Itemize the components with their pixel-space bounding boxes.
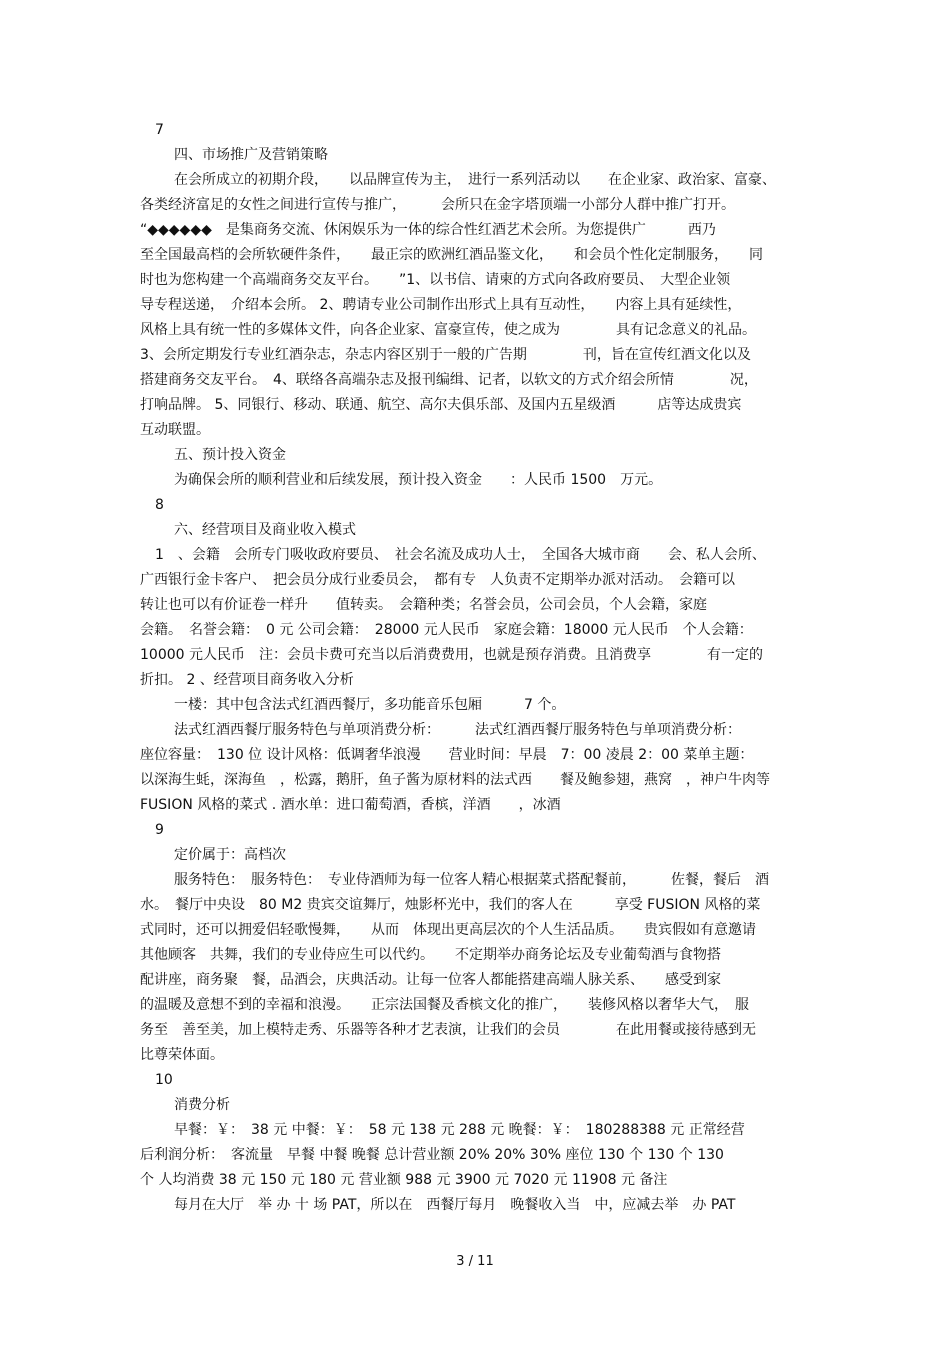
page-marker: 10 [155,1072,173,1088]
body-line: 10000 元人民币 注：会员卡费可充当以后消费费用，也就是预存消费。且消费享 有一定的 [140,647,763,663]
body-line: 折扣。 2 、经营项目商务收入分析 [140,672,354,688]
body-line: “◆◆◆◆◆◆ 是集商务交流、休闲娱乐为一体的综合性红酒艺术会所。为您提供广 西乃 [140,222,716,238]
body-line: 法式红酒西餐厅服务特色与单项消费分析： 法式红酒西餐厅服务特色与单项消费分析： [174,722,741,738]
body-line: 每月在大厅 举 办 十 场 PAT，所以在 西餐厅每月 晚餐收入当 中，应减去举 办 PAT [174,1197,736,1213]
body-line: 3、会所定期发行专业红酒杂志，杂志内容区别于一般的广告期 刊，旨在宣传红酒文化以及 [140,347,751,363]
body-line: 个 人均消费 38 元 150 元 180 元 营业额 988 元 3900 元 7020 元 11908 元 备注 [140,1172,668,1188]
section-heading: 消费分析 [174,1097,230,1113]
body-line: 风格上具有统一性的多媒体文件，向各企业家、富豪宣传，使之成为 具有记念意义的礼品。 [140,322,756,338]
body-line: 早餐：￥： 38 元 中餐：￥： 58 元 138 元 288 元 晚餐：￥： 180288388 元 正常经营 [174,1122,745,1138]
section-heading: 四、市场推广及营销策略 [174,147,328,163]
body-line: 导专程送递， 介绍本会所。 2、聘请专业公司制作出形式上具有互动性， 内容上具有延续性， [140,297,742,313]
body-line: 其他顾客 共舞，我们的专业侍应生可以代约。 不定期举办商务论坛及专业葡萄酒与食物搭 [140,947,721,963]
body-line: 广西银行金卡客户、 把会员分成行业委员会， 都有专 人负责不定期举办派对活动。 会籍可以 [140,572,735,588]
body-line: 座位容量： 130 位 设计风格：低调奢华浪漫 营业时间：早晨 7：00 凌晨 2：00 菜单主题： [140,747,754,763]
body-line: 打响品牌。 5、同银行、移动、联通、航空、高尔夫俱乐部、及国内五星级酒 店等达成贵宾 [140,397,742,413]
body-line: 务至 善至美，加上模特走秀、乐器等各种才艺表演，让我们的会员 在此用餐或接待感到无 [140,1022,756,1038]
section-heading: 六、经营项目及商业收入模式 [174,522,356,538]
page-number: 3 / 11 [456,1254,494,1269]
body-line: 为确保会所的顺利营业和后续发展，预计投入资金 ：人民币 1500 万元。 [174,472,663,488]
body-line: 会籍。 名誉会籍： 0 元 公司会籍： 28000 元人民币 家庭会籍：18000 元人民币 个人会籍： [140,622,753,638]
page-marker: 7 [155,122,164,138]
body-line: 各类经济富足的女性之间进行宣传与推广， 会所只在金字塔顶端一小部分人群中推广打开。 [140,197,735,213]
body-line: 在会所成立的初期介段， 以品牌宣传为主， 进行一系列活动以 在企业家、政治家、富豪、 [174,172,776,188]
body-line: 转让也可以有价证卷一样升 值转卖。 会籍种类；名誉会员，公司会员，个人会籍，家庭 [140,597,707,613]
page-marker: 8 [155,497,164,513]
body-line: 至全国最高档的会所软硬件条件， 最正宗的欧洲红酒品鉴文化， 和会员个性化定制服务， 同 [140,247,763,263]
body-line: 时也为您构建一个高端商务交友平台。 ”1、以书信、请柬的方式向各政府要员、 大型企业领 [140,272,731,288]
body-line: 互动联盟。 [140,422,210,438]
body-line: 1 、会籍 会所专门吸收政府要员、 社会名流及成功人士， 全国各大城市商 会、私人会所、 [155,547,766,563]
section-heading: 五、预计投入资金 [174,447,286,463]
body-line: 的温暖及意想不到的幸福和浪漫。 正宗法国餐及香槟文化的推广， 装修风格以奢华大气， 服 [140,997,749,1013]
body-line: 一楼：其中包含法式红酒西餐厅，多功能音乐包厢 7 个。 [174,697,566,713]
body-line: 定价属于：高档次 [174,847,286,863]
body-line: FUSION 风格的菜式 . 酒水单：进口葡萄酒，香槟，洋酒 ，冰酒 [140,797,561,813]
body-line: 后利润分析： 客流量 早餐 中餐 晚餐 总计营业额 20% 20% 30% 座位 130 个 130 个 130 [140,1147,724,1163]
body-line: 比尊荣体面。 [140,1047,224,1063]
body-line: 搭建商务交友平台。 4、联络各高端杂志及报刊编缉、记者，以软文的方式介绍会所情 况， [140,372,758,388]
body-line: 以深海生蚝，深海鱼 ，松露，鹅肝，鱼子酱为原材料的法式西 餐及鲍参翅，燕窝 ，神户牛肉等 [140,772,770,788]
body-line: 水。 餐厅中央设 80 M2 贵宾交谊舞厅，烛影杯光中，我们的客人在 享受 FUSION 风格的菜 [140,897,761,913]
body-line: 配讲座，商务聚 餐，品酒会，庆典活动。让每一位客人都能搭建高端人脉关系、 感受到家 [140,972,721,988]
page-marker: 9 [155,822,164,838]
body-line: 服务特色： 服务特色： 专业侍酒师为每一位客人精心根据菜式搭配餐前， 佐餐，餐后 酒 [174,872,769,888]
body-line: 式同时，还可以拥爱侣轻歌慢舞， 从而 体现出更高层次的个人生活品质。 贵宾假如有意邀请 [140,922,756,938]
